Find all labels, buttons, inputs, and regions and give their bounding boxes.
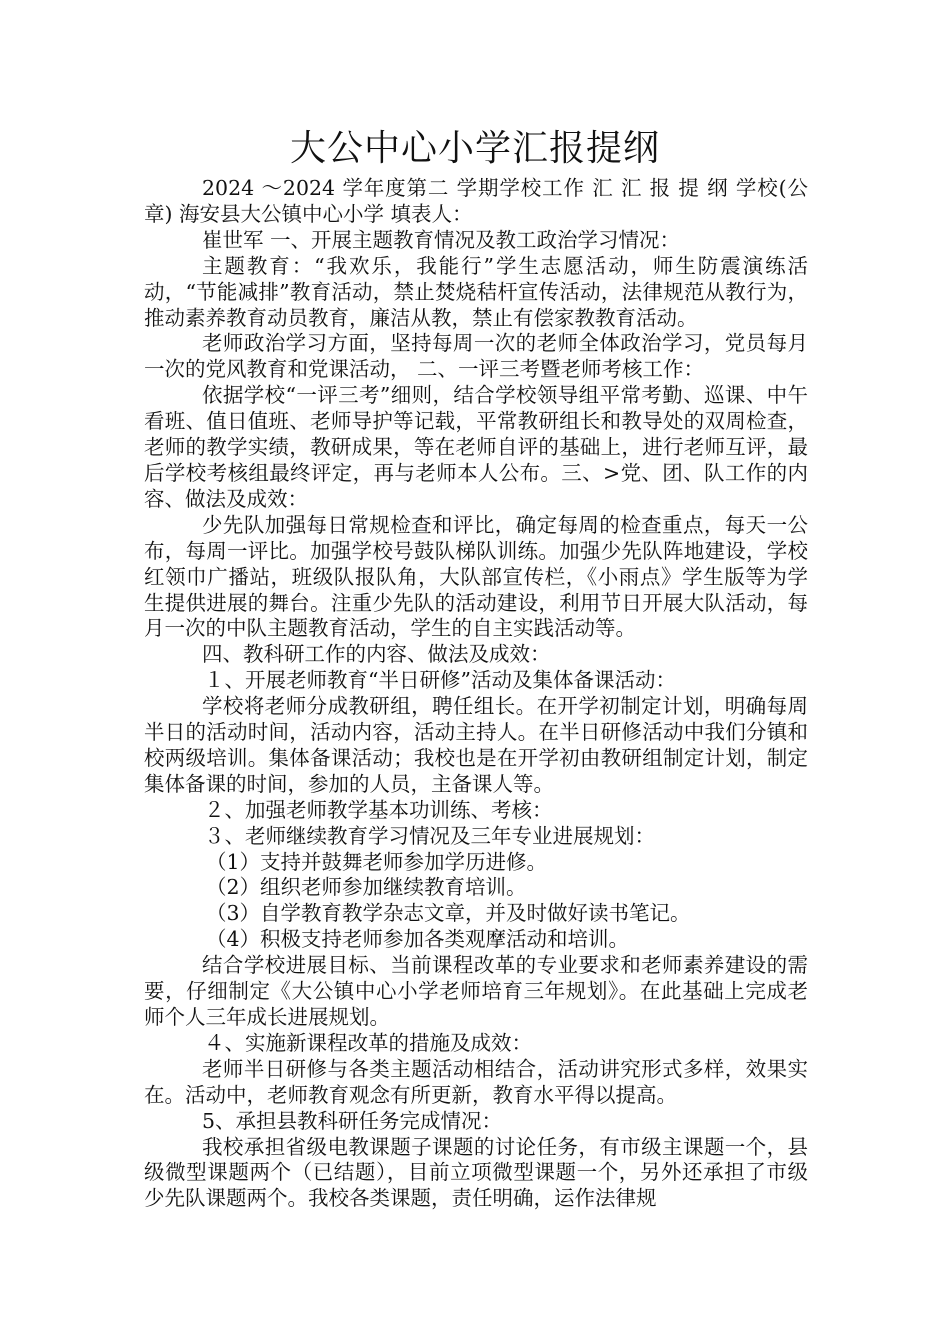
subsection-heading: ２、加强老师教学基本功训练、考核： <box>204 797 553 822</box>
paragraph: 老师半日研修与各类主题活动相结合，活动讲究形式多样，效果实在。活动中，老师教育观念有所更新，教育水平得以提高。 <box>144 1056 808 1107</box>
subsection-heading: ４、实施新课程改革的措施及成效： <box>204 1030 532 1055</box>
subsection-heading: １、开展老师教育“半日研修”活动及集体备课活动： <box>204 668 676 693</box>
subsection-heading: 5、承担县教科研任务完成情况： <box>202 1108 503 1133</box>
paragraph: 结合学校进展目标、当前课程改革的专业要求和老师素养建设的需要，仔细制定《大公镇中心小学老师培育三年规划》。在此基础上完成老师个人三年成长进展规划。 <box>144 953 808 1029</box>
paragraph: 少先队加强每日常规检查和评比，确定每周的检查重点，每天一公布，每周一评比。加强学校号鼓队梯队训练。加强少先队阵地建设，学校红领巾广播站，班级队报队角，大队部宣传栏，《小雨点》学生版等为学生提供进展的舞台。注重少先队的活动建设，利用节日开展大队活动，每月一次的中队主题教育活动，学生的自主实践活动等。 <box>144 512 808 641</box>
paragraph: 2024 ～2024 学年度第二 学期学校工作 汇 汇 报 提 纲 学校(公章) 海安县大公镇中心小学 填表人： <box>144 176 808 226</box>
list-item: （1）支持并鼓舞老师参加学历进修。 <box>206 849 548 874</box>
document-title: 大公中心小学汇报提纲 <box>289 128 660 169</box>
subsection-heading: ３、老师继续教育学习情况及三年专业进展规划： <box>204 823 655 848</box>
paragraph: 老师政治学习方面，坚持每周一次的老师全体政治学习，党员每月一次的党风教育和党课活动， 二、一评三考暨老师考核工作： <box>144 331 808 382</box>
paragraph: 学校将老师分成教研组，聘任组长。在开学初制定计划，明确每周半日的活动时间，活动内容，活动主持人。在半日研修活动中我们分镇和校两级培训。集体备课活动；我校也是在开学初由教研组制定计划，制定集体备课的时间，参加的人员，主备课人等。 <box>144 694 808 796</box>
paragraph: 我校承担省级电教课题子课题的讨论任务，有市级主课题一个，县级微型课题两个（已结题），目前立项微型课题一个，另外还承担了市级少先队课题两个。我校各类课题，责任明确，运作法律规 <box>144 1134 808 1211</box>
paragraph: 主题教育：“我欢乐，我能行”学生志愿活动，师生防震演练活动，“节能减排”教育活动，禁止焚烧秸杆宣传活动，法律规范从教行为，推动素养教育动员教育，廉洁从教，禁止有偿家教教育活动。 <box>144 253 808 330</box>
document-body <box>144 176 808 1212</box>
paragraph: 依据学校“一评三考”细则，结合学校领导组平常考勤、巡课、中午看班、值日值班、老师导护等记载，平常教研组长和教导处的双周检查，老师的教学实绩，教研成果，等在老师自评的基础上，进行老师互评，最后学校考核组最终评定，再与老师本人公布。三、>党、团、队工作的内容、做法及成效： <box>144 383 808 511</box>
list-item: （3）自学教育教学杂志文章，并及时做好读书笔记。 <box>206 901 691 926</box>
section-heading: 四、教科研工作的内容、做法及成效： <box>202 642 551 667</box>
paragraph: 崔世军 一、开展主题教育情况及教工政治学习情况： <box>202 227 681 252</box>
list-item: （2）组织老师参加继续教育培训。 <box>206 875 527 900</box>
list-item: （4）积极支持老师参加各类观摩活动和培训。 <box>206 927 630 952</box>
